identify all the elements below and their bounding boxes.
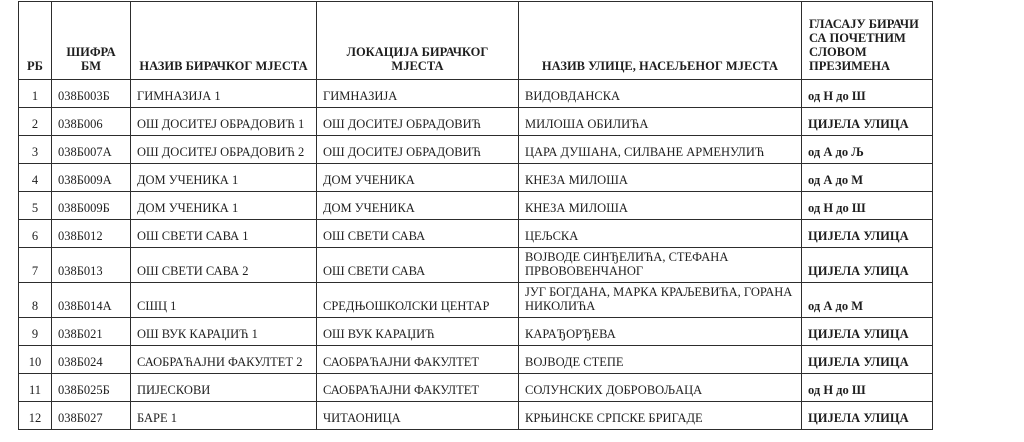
cell-street-name: КНЕЗА МИЛОША: [519, 192, 802, 220]
cell-station-location: ГИМНАЗИЈА: [317, 80, 519, 108]
col-header-station-code: ШИФРА БМ: [52, 2, 131, 80]
cell-row-number: 3: [19, 136, 52, 164]
cell-station-location: ОШ ДОСИТЕЈ ОБРАДОВИЋ: [317, 108, 519, 136]
cell-surname-letters: ЦИЈЕЛА УЛИЦА: [802, 318, 933, 346]
cell-surname-letters: ЦИЈЕЛА УЛИЦА: [802, 402, 933, 430]
table-row: [19, 374, 933, 402]
header-row: [19, 2, 933, 80]
cell-station-location: СРЕДЊОШКОЛСКИ ЦЕНТАР: [317, 283, 519, 318]
col-header-station-location: ЛОКАЦИЈА БИРАЧКОГ МЈЕСТА: [317, 2, 519, 80]
cell-street-name: ВОЈВОДЕ СИНЂЕЛИЋА, СТЕФАНА ПРВОВОВЕНЧАНОГ: [519, 248, 802, 283]
table-row: [19, 402, 933, 430]
table-row: [19, 220, 933, 248]
table-row: [19, 248, 933, 283]
cell-station-name: СШЦ 1: [131, 283, 317, 318]
cell-station-code: 038Б003Б: [52, 80, 131, 108]
cell-surname-letters: од Н до Ш: [802, 374, 933, 402]
cell-row-number: 5: [19, 192, 52, 220]
cell-station-location: ДОМ УЧЕНИКА: [317, 192, 519, 220]
cell-row-number: 11: [19, 374, 52, 402]
table-row: [19, 192, 933, 220]
cell-surname-letters: ЦИЈЕЛА УЛИЦА: [802, 248, 933, 283]
cell-station-code: 038Б007А: [52, 136, 131, 164]
cell-station-location: ДОМ УЧЕНИКА: [317, 164, 519, 192]
table-row: [19, 346, 933, 374]
cell-station-name: БАРЕ 1: [131, 402, 317, 430]
cell-row-number: 10: [19, 346, 52, 374]
cell-station-code: 038Б006: [52, 108, 131, 136]
cell-row-number: 1: [19, 80, 52, 108]
col-header-station-name: НАЗИВ БИРАЧКОГ МЈЕСТА: [131, 2, 317, 80]
cell-station-code: 038Б021: [52, 318, 131, 346]
cell-station-code: 038Б025Б: [52, 374, 131, 402]
cell-row-number: 4: [19, 164, 52, 192]
cell-street-name: ЦЕЉСКА: [519, 220, 802, 248]
col-header-row-number: РБ: [19, 2, 52, 80]
cell-station-location: САОБРАЋАЈНИ ФАКУЛТЕТ: [317, 374, 519, 402]
cell-row-number: 2: [19, 108, 52, 136]
cell-surname-letters: од А до М: [802, 164, 933, 192]
cell-surname-letters: ЦИЈЕЛА УЛИЦА: [802, 220, 933, 248]
cell-station-code: 038Б012: [52, 220, 131, 248]
table-row: [19, 164, 933, 192]
cell-station-name: ОШ СВЕТИ САВА 1: [131, 220, 317, 248]
cell-street-name: ЦАРА ДУШАНА, СИЛВАНЕ АРМЕНУЛИЋ: [519, 136, 802, 164]
cell-station-name: ПИЈЕСКОВИ: [131, 374, 317, 402]
col-header-surname-letters: ГЛАСАЈУ БИРАЧИ СА ПОЧЕТНИМ СЛОВОМ ПРЕЗИМЕНА: [802, 2, 933, 80]
cell-station-code: 038Б014А: [52, 283, 131, 318]
cell-street-name: ВОЈВОДЕ СТЕПЕ: [519, 346, 802, 374]
cell-surname-letters: ЦИЈЕЛА УЛИЦА: [802, 346, 933, 374]
cell-station-location: ОШ ВУК КАРАЏИЋ: [317, 318, 519, 346]
cell-station-name: ОШ ДОСИТЕЈ ОБРАДОВИЋ 1: [131, 108, 317, 136]
cell-station-name: ОШ ВУК КАРАЏИЋ 1: [131, 318, 317, 346]
polling-stations-table: [18, 1, 933, 430]
cell-station-name: ДОМ УЧЕНИКА 1: [131, 192, 317, 220]
cell-street-name: КНЕЗА МИЛОША: [519, 164, 802, 192]
table-row: [19, 108, 933, 136]
cell-street-name: КРЊИНСКЕ СРПСКЕ БРИГАДЕ: [519, 402, 802, 430]
cell-station-name: ОШ ДОСИТЕЈ ОБРАДОВИЋ 2: [131, 136, 317, 164]
cell-station-code: 038Б009Б: [52, 192, 131, 220]
cell-row-number: 8: [19, 283, 52, 318]
cell-street-name: ВИДОВДАНСКА: [519, 80, 802, 108]
cell-surname-letters: од А до М: [802, 283, 933, 318]
cell-station-name: ОШ СВЕТИ САВА 2: [131, 248, 317, 283]
cell-street-name: МИЛОША ОБИЛИЋА: [519, 108, 802, 136]
cell-station-location: ОШ ДОСИТЕЈ ОБРАДОВИЋ: [317, 136, 519, 164]
cell-row-number: 9: [19, 318, 52, 346]
col-header-street-name: НАЗИВ УЛИЦЕ, НАСЕЉЕНОГ МЈЕСТА: [519, 2, 802, 80]
cell-surname-letters: од Н до Ш: [802, 80, 933, 108]
cell-station-code: 038Б009А: [52, 164, 131, 192]
cell-street-name: ЈУГ БОГДАНА, МАРКА КРАЉЕВИЋА, ГОРАНА НИКОЛИЋА: [519, 283, 802, 318]
cell-station-location: ОШ СВЕТИ САВА: [317, 220, 519, 248]
cell-station-location: ЧИТАОНИЦА: [317, 402, 519, 430]
cell-station-code: 038Б027: [52, 402, 131, 430]
cell-row-number: 12: [19, 402, 52, 430]
cell-street-name: СОЛУНСКИХ ДОБРОВОЉАЦА: [519, 374, 802, 402]
table-row: [19, 318, 933, 346]
cell-row-number: 7: [19, 248, 52, 283]
cell-station-code: 038Б013: [52, 248, 131, 283]
cell-station-name: САОБРАЋАЈНИ ФАКУЛТЕТ 2: [131, 346, 317, 374]
cell-station-name: ДОМ УЧЕНИКА 1: [131, 164, 317, 192]
table-row: [19, 136, 933, 164]
cell-station-location: САОБРАЋАЈНИ ФАКУЛТЕТ: [317, 346, 519, 374]
cell-street-name: КАРАЂОРЂЕВА: [519, 318, 802, 346]
table-row: [19, 283, 933, 318]
cell-surname-letters: од А до Љ: [802, 136, 933, 164]
cell-surname-letters: ЦИЈЕЛА УЛИЦА: [802, 108, 933, 136]
cell-station-name: ГИМНАЗИЈА 1: [131, 80, 317, 108]
cell-surname-letters: од Н до Ш: [802, 192, 933, 220]
cell-station-code: 038Б024: [52, 346, 131, 374]
cell-station-location: ОШ СВЕТИ САВА: [317, 248, 519, 283]
cell-row-number: 6: [19, 220, 52, 248]
table-row: [19, 80, 933, 108]
